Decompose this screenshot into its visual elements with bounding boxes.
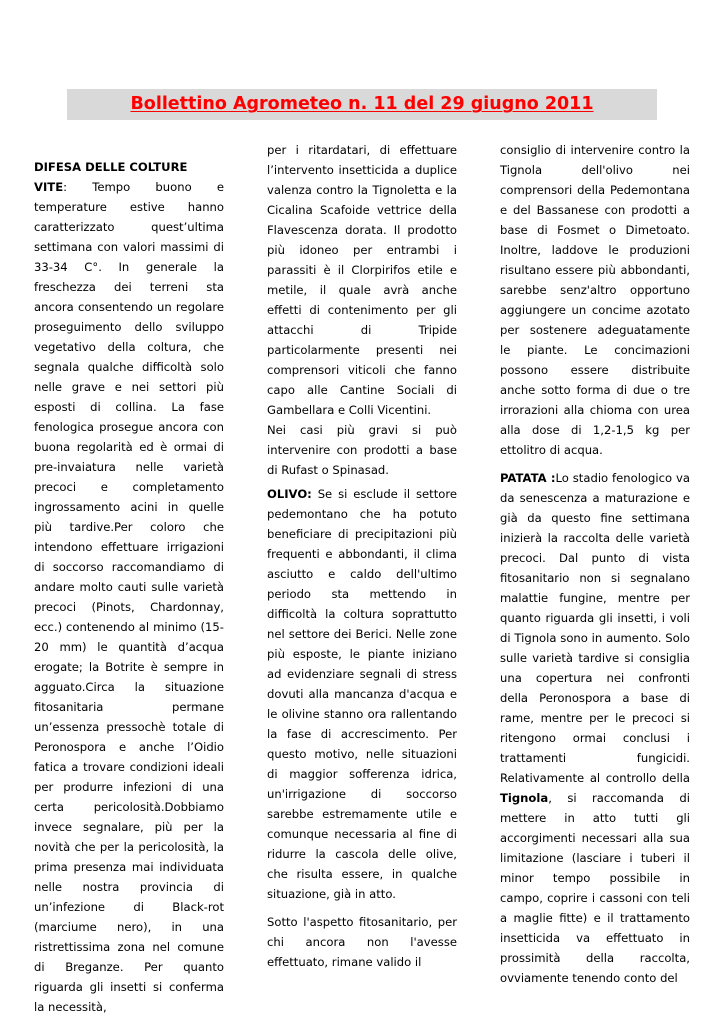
column-3 [500,140,690,988]
patata-text: Lo stadio fenologico va da senescenza a maturazione e già da questo fine settimana inizierà la raccolta delle varietà precoci. Dal punto di vista fitosanitario non si segnalano malattie fungine, mentre per quanto riguarda gli insetti, i voli di Tignola sono in aumento. Solo sulle varietà tardive si consiglia una copertura nei confronti della Peronospora a base di rame, mentre per le precoci si ritengono ormai conclusi i trattamenti fungicidi. Relativamente al controllo della [500,471,690,785]
title-bar [67,89,657,120]
vite-paragraph [34,177,224,1017]
vite-paragraph-cont: per i ritardatari, di effettuare l’intervento insetticida a duplice valenza contro la Tignoletta e la Cicalina Scafoide vettrice della Flavescenza dorata. Il prodotto più idoneo per entrambi i parassiti è il Clorpirifos etile e metile, il quale avrà anche effetti di contenimento per gli attacchi di Tripide particolarmente presenti nei comprensori viticoli che fanno capo alle Cantine Sociali di Gambellara e Colli Vicentini. [267,143,457,417]
olivo-paragraph-cont: Sotto l'aspetto fitosanitario, per chi ancora non l'avesse effettuato, rimane valido il [267,915,457,969]
vite-paragraph-cont2: Nei casi più gravi si può intervenire con prodotti a base di Rufast o Spinasad. [267,423,457,477]
olivo-text: Se si esclude il settore pedemontano che ha potuto beneficiare di precipitazioni più frequenti e abbondanti, il clima asciutto e caldo dell'ultimo periodo sta mettendo in difficoltà la coltura soprattutto nel settore dei Berici. Nelle zone più esposte, le piante iniziano ad evidenziare segnali di stress dovuti alla mancanza d'acqua e le olivine stanno ora rallentando la fase di accrescimento. Per questo motivo, nelle situazioni di maggior sofferenza idrica, un'irrigazione di soccorso sarebbe estremamente utile e comunque necessaria al fine di ridurre la cascola delle olive, che risulta essere, in qualche situazione, già in atto. [267,487,457,901]
patata-paragraph [500,468,690,988]
column-2 [267,140,457,972]
patata-text2: , si raccomanda di mettere in atto tutti gli accorgimenti necessari alla sua limitazione (lasciare i tuberi il minor tempo possibile in campo, coprire i cassoni con teli a maglie fitte) e il trattamento insetticida va effettuato in prossimità della raccolta, ovviamente tenendo conto del [500,791,690,985]
olivo-paragraph-cont2: consiglio di intervenire contro la Tignola dell'olivo nei comprensori della Pedemontana e del Bassanese con prodotti a base di Fosmet o Dimetoato. Inoltre, laddove le produzioni risultano essere più abbondanti, sarebbe senz'altro opportuno aggiungere un concime azotato per sostenere adeguatamente le piante. Le concimazioni possono essere distribuite anche sotto forma di due o tre irrorazioni alla chioma con urea alla dose di 1,2-1,5 kg per ettolitro di acqua. [500,143,690,457]
column-1 [34,157,224,1017]
vite-text: : Tempo buono e temperature estive hanno caratterizzato quest’ultima settimana con valori massimi di 33-34 C°. In generale la freschezza dei terreni sta ancora consentendo un regolare proseguimento dello sviluppo vegetativo della coltura, che segnala qualche difficoltà solo nelle grave e nei settori più esposti di collina. La fase fenologica prosegue ancora con buona regolarità ed è ormai di pre-invaiatura nelle varietà precoci e completamento ingrossamento acini in quelle più tardive.Per coloro che intendono effettuare irrigazioni di soccorso raccomandiamo di andare molto cauti sulle varietà precoci (Pinots, Chardonnay, ecc.) contenendo al minimo (15-20 mm) le quantità d’acqua erogate; la Botrite è sempre in agguato.Circa la situazione fitosanitaria permane un’essenza pressochè totale di Peronospora e anche l’Oidio fatica a trovare condizioni ideali per produrre infezioni di una certa pericolosità.Dobbiamo invece segnalare, più per la novità che per la pericolosità, la prima presenza mai individuata nelle nostra provincia di un’infezione di Black-rot (marciume nero), in una ristrettissima zona nel comune di Breganze. Per quanto riguarda gli insetti si conferma la necessità, [34,180,224,1014]
patata-label: PATATA : [500,471,556,485]
olivo-paragraph [267,484,457,904]
vite-label: VITE [34,180,64,194]
olivo-label: OLIVO: [267,487,312,501]
patata-tignola: Tignola [500,791,549,805]
section-heading: DIFESA DELLE COLTURE [34,160,188,174]
page-title: Bollettino Agrometeo n. 11 del 29 giugno 2011 [130,94,594,114]
